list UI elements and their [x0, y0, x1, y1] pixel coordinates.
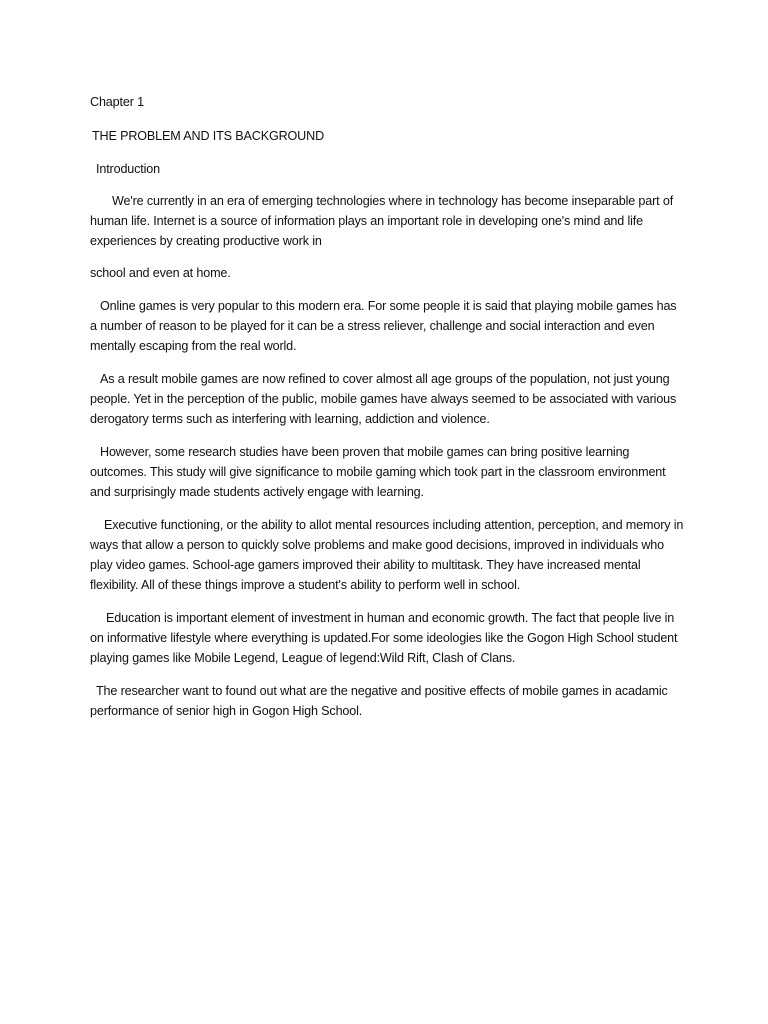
chapter-heading: Chapter 1	[90, 95, 144, 109]
paragraph-2: school and even at home.	[90, 266, 231, 280]
paragraph-7: Education is important element of investment in human and economic growth. The fact that people live in on informative lifestyle where everything is updated.For some ideologies like the Gogon High School student playing games like Mobile Legend, League of legend:Wild Rift, Clash of Clans.	[90, 611, 678, 665]
paragraph-6: Executive functioning, or the ability to allot mental resources including attention, perception, and memory in ways that allow a person to quickly solve problems and make good decisions, improved in individuals who play video games. School-age gamers improved their ability to multitask. They have increased mental flexibility. All of these things improve a student's ability to perform well in school.	[90, 518, 684, 592]
document-body	[90, 92, 685, 734]
paragraph-1: We're currently in an era of emerging technologies where in technology has become inseparable part of human life. Internet is a source of information plays an important role in developing one's mind and life experiences by creating productive work in	[90, 194, 674, 248]
paragraph-5: However, some research studies have been proven that mobile games can bring positive learning outcomes. This study will give significance to mobile gaming which took part in the classroom environment and surprisingly made students actively engage with learning.	[90, 445, 666, 499]
chapter-title: THE PROBLEM AND ITS BACKGROUND	[92, 129, 325, 143]
paragraph-8: The researcher want to found out what are the negative and positive effects of mobile games in acadamic performance of senior high in Gogon High School.	[90, 684, 668, 718]
paragraph-4: As a result mobile games are now refined to cover almost all age groups of the population, not just young people. Yet in the perception of the public, mobile games have always seemed to be associated with various derogatory terms such as interfering with learning, addiction and violence.	[90, 372, 677, 426]
paragraph-3: Online games is very popular to this modern era. For some people it is said that playing mobile games has a number of reason to be played for it can be a stress reliever, challenge and social interaction and even mentally escaping from the real world.	[90, 299, 677, 353]
section-heading: Introduction	[96, 162, 161, 176]
